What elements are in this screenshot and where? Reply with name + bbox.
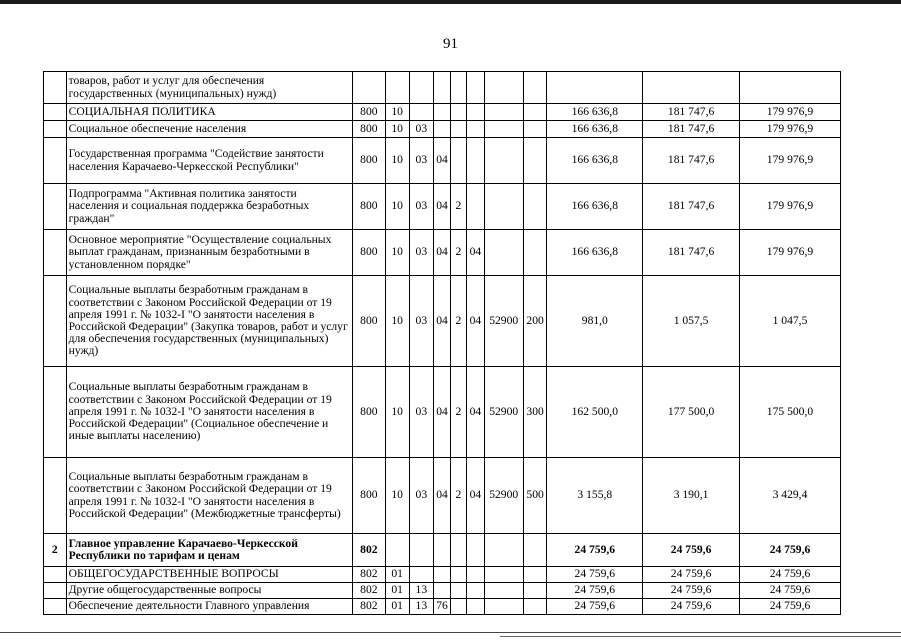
code-cell xyxy=(523,138,547,184)
amount-cell: 166 636,8 xyxy=(547,184,643,230)
amount-cell xyxy=(643,72,740,104)
code-cell xyxy=(434,72,450,104)
code-cell xyxy=(523,599,547,615)
code-cell xyxy=(450,583,466,599)
code-cell: 04 xyxy=(434,138,450,184)
code-cell xyxy=(467,599,485,615)
amount-cell: 166 636,8 xyxy=(547,230,643,276)
index-cell xyxy=(44,567,67,583)
code-cell: 800 xyxy=(352,230,385,276)
code-cell xyxy=(450,534,466,567)
code-cell: 52900 xyxy=(484,458,523,534)
code-cell: 04 xyxy=(467,367,485,458)
index-cell xyxy=(44,184,67,230)
code-cell: 04 xyxy=(434,276,450,367)
amount-cell: 24 759,6 xyxy=(547,534,643,567)
code-cell: 13 xyxy=(409,583,434,599)
name-cell: Социальные выплаты безработным гражданам в соответствии с Законом Российской Федерации от 19 апреля 1991 г. № 1032-I "О занятости населения в Российской Федерации" (Закупка товаров, работ и услуг для обеспечения государственных (муниципальных) нужд) xyxy=(66,276,352,367)
code-cell: 800 xyxy=(352,121,385,138)
amount-cell: 3 155,8 xyxy=(547,458,643,534)
amount-cell: 3 429,4 xyxy=(739,458,840,534)
code-cell xyxy=(484,104,523,121)
code-cell xyxy=(450,104,466,121)
index-cell xyxy=(44,104,67,121)
name-cell: Основное мероприятие "Осуществление социальных выплат гражданам, признанным безработными в установленном порядке" xyxy=(66,230,352,276)
amount-cell: 162 500,0 xyxy=(547,367,643,458)
table-row xyxy=(44,458,841,534)
code-cell: 802 xyxy=(352,567,385,583)
code-cell: 04 xyxy=(467,230,485,276)
amount-cell: 179 976,9 xyxy=(739,184,840,230)
name-cell: Подпрограмма "Активная политика занятости населения и социальная поддержка безработных граждан" xyxy=(66,184,352,230)
amount-cell: 166 636,8 xyxy=(547,121,643,138)
code-cell: 500 xyxy=(523,458,547,534)
code-cell xyxy=(434,104,450,121)
amount-cell xyxy=(739,72,840,104)
code-cell xyxy=(467,184,485,230)
name-cell: Государственная программа "Содействие занятости населения Карачаево-Черкесской Республики" xyxy=(66,138,352,184)
index-cell xyxy=(44,72,67,104)
code-cell xyxy=(352,72,385,104)
name-cell: товаров, работ и услуг для обеспечения государственных (муниципальных) нужд) xyxy=(66,72,352,104)
code-cell xyxy=(450,138,466,184)
table-row xyxy=(44,184,841,230)
bottom-border-line-short xyxy=(500,636,901,637)
code-cell xyxy=(385,534,409,567)
code-cell: 200 xyxy=(523,276,547,367)
code-cell xyxy=(385,72,409,104)
code-cell xyxy=(409,104,434,121)
index-cell xyxy=(44,583,67,599)
amount-cell: 3 190,1 xyxy=(643,458,740,534)
code-cell: 01 xyxy=(385,567,409,583)
code-cell: 2 xyxy=(450,230,466,276)
code-cell: 802 xyxy=(352,534,385,567)
code-cell: 10 xyxy=(385,276,409,367)
name-cell: Социальное обеспечение населения xyxy=(66,121,352,138)
code-cell: 800 xyxy=(352,138,385,184)
amount-cell: 175 500,0 xyxy=(739,367,840,458)
code-cell xyxy=(523,230,547,276)
code-cell: 10 xyxy=(385,367,409,458)
code-cell: 01 xyxy=(385,599,409,615)
code-cell: 10 xyxy=(385,104,409,121)
code-cell: 300 xyxy=(523,367,547,458)
amount-cell: 24 759,6 xyxy=(739,583,840,599)
code-cell xyxy=(434,567,450,583)
amount-cell: 24 759,6 xyxy=(547,583,643,599)
name-cell: Другие общегосударственные вопросы xyxy=(66,583,352,599)
code-cell xyxy=(467,121,485,138)
amount-cell: 181 747,6 xyxy=(643,184,740,230)
amount-cell: 24 759,6 xyxy=(643,567,740,583)
index-cell xyxy=(44,367,67,458)
code-cell xyxy=(523,121,547,138)
name-cell: СОЦИАЛЬНАЯ ПОЛИТИКА xyxy=(66,104,352,121)
code-cell xyxy=(467,72,485,104)
amount-cell: 166 636,8 xyxy=(547,138,643,184)
code-cell xyxy=(484,599,523,615)
amount-cell: 179 976,9 xyxy=(739,138,840,184)
code-cell xyxy=(450,121,466,138)
code-cell: 04 xyxy=(434,230,450,276)
amount-cell: 1 057,5 xyxy=(643,276,740,367)
code-cell xyxy=(523,583,547,599)
code-cell xyxy=(523,534,547,567)
code-cell xyxy=(523,72,547,104)
code-cell xyxy=(409,72,434,104)
code-cell: 2 xyxy=(450,458,466,534)
code-cell: 03 xyxy=(409,367,434,458)
table-row xyxy=(44,230,841,276)
amount-cell: 181 747,6 xyxy=(643,230,740,276)
table-body xyxy=(44,72,841,615)
code-cell: 10 xyxy=(385,230,409,276)
amount-cell: 24 759,6 xyxy=(643,583,740,599)
name-cell: Главное управление Карачаево-Черкесской Республики по тарифам и ценам xyxy=(66,534,352,567)
code-cell: 2 xyxy=(450,276,466,367)
code-cell xyxy=(450,72,466,104)
amount-cell: 24 759,6 xyxy=(739,534,840,567)
code-cell: 03 xyxy=(409,121,434,138)
code-cell: 2 xyxy=(450,184,466,230)
index-cell xyxy=(44,458,67,534)
amount-cell: 24 759,6 xyxy=(643,599,740,615)
code-cell: 52900 xyxy=(484,276,523,367)
amount-cell: 981,0 xyxy=(547,276,643,367)
code-cell xyxy=(467,583,485,599)
code-cell xyxy=(484,534,523,567)
amount-cell: 179 976,9 xyxy=(739,230,840,276)
code-cell xyxy=(409,534,434,567)
table-row xyxy=(44,138,841,184)
code-cell: 10 xyxy=(385,184,409,230)
amount-cell: 181 747,6 xyxy=(643,121,740,138)
amount-cell: 24 759,6 xyxy=(739,599,840,615)
code-cell: 04 xyxy=(467,276,485,367)
code-cell xyxy=(484,184,523,230)
code-cell: 10 xyxy=(385,121,409,138)
code-cell: 800 xyxy=(352,276,385,367)
budget-table xyxy=(43,71,841,615)
index-cell xyxy=(44,121,67,138)
code-cell: 802 xyxy=(352,599,385,615)
name-cell: Обеспечение деятельности Главного управления xyxy=(66,599,352,615)
code-cell xyxy=(434,583,450,599)
name-cell: ОБЩЕГОСУДАРСТВЕННЫЕ ВОПРОСЫ xyxy=(66,567,352,583)
code-cell: 01 xyxy=(385,583,409,599)
code-cell xyxy=(434,534,450,567)
index-cell: 2 xyxy=(44,534,67,567)
code-cell xyxy=(523,104,547,121)
page-number: 91 xyxy=(443,36,458,52)
amount-cell: 177 500,0 xyxy=(643,367,740,458)
table-row xyxy=(44,121,841,138)
code-cell xyxy=(467,534,485,567)
code-cell xyxy=(523,184,547,230)
name-cell: Социальные выплаты безработным гражданам в соответствии с Законом Российской Федерации от 19 апреля 1991 г. № 1032-I "О занятости населения в Российской Федерации" (Социальное обеспечение и иные выплаты населению) xyxy=(66,367,352,458)
code-cell: 76 xyxy=(434,599,450,615)
amount-cell: 1 047,5 xyxy=(739,276,840,367)
top-border-line xyxy=(0,0,901,4)
code-cell: 10 xyxy=(385,458,409,534)
amount-cell: 179 976,9 xyxy=(739,104,840,121)
amount-cell: 179 976,9 xyxy=(739,121,840,138)
index-cell xyxy=(44,230,67,276)
table-row xyxy=(44,583,841,599)
code-cell xyxy=(409,567,434,583)
code-cell: 03 xyxy=(409,184,434,230)
code-cell xyxy=(523,567,547,583)
table-row xyxy=(44,599,841,615)
code-cell: 03 xyxy=(409,458,434,534)
code-cell xyxy=(467,567,485,583)
code-cell xyxy=(467,138,485,184)
code-cell xyxy=(484,138,523,184)
code-cell: 03 xyxy=(409,276,434,367)
table-row xyxy=(44,72,841,104)
code-cell: 52900 xyxy=(484,367,523,458)
index-cell xyxy=(44,276,67,367)
index-cell xyxy=(44,138,67,184)
code-cell: 800 xyxy=(352,367,385,458)
bottom-border-line xyxy=(0,632,901,633)
amount-cell: 24 759,6 xyxy=(739,567,840,583)
table-row xyxy=(44,534,841,567)
code-cell: 04 xyxy=(467,458,485,534)
amount-cell: 24 759,6 xyxy=(547,567,643,583)
code-cell xyxy=(450,567,466,583)
code-cell xyxy=(467,104,485,121)
code-cell: 03 xyxy=(409,138,434,184)
code-cell: 800 xyxy=(352,458,385,534)
code-cell: 800 xyxy=(352,104,385,121)
code-cell: 04 xyxy=(434,458,450,534)
code-cell: 13 xyxy=(409,599,434,615)
code-cell: 04 xyxy=(434,367,450,458)
code-cell: 802 xyxy=(352,583,385,599)
code-cell xyxy=(484,72,523,104)
table-row xyxy=(44,367,841,458)
code-cell xyxy=(484,121,523,138)
name-cell: Социальные выплаты безработным гражданам в соответствии с Законом Российской Федерации от 19 апреля 1991 г. № 1032-I "О занятости населения в Российской Федерации" (Межбюджетные трансферты) xyxy=(66,458,352,534)
table-row xyxy=(44,104,841,121)
amount-cell: 24 759,6 xyxy=(643,534,740,567)
code-cell xyxy=(484,230,523,276)
table-row xyxy=(44,276,841,367)
amount-cell: 181 747,6 xyxy=(643,138,740,184)
code-cell: 2 xyxy=(450,367,466,458)
amount-cell: 166 636,8 xyxy=(547,104,643,121)
code-cell xyxy=(450,599,466,615)
code-cell: 800 xyxy=(352,184,385,230)
index-cell xyxy=(44,599,67,615)
amount-cell: 181 747,6 xyxy=(643,104,740,121)
amount-cell: 24 759,6 xyxy=(547,599,643,615)
table-row xyxy=(44,567,841,583)
code-cell: 04 xyxy=(434,184,450,230)
amount-cell xyxy=(547,72,643,104)
code-cell xyxy=(484,567,523,583)
code-cell xyxy=(434,121,450,138)
code-cell: 10 xyxy=(385,138,409,184)
code-cell xyxy=(484,583,523,599)
code-cell: 03 xyxy=(409,230,434,276)
